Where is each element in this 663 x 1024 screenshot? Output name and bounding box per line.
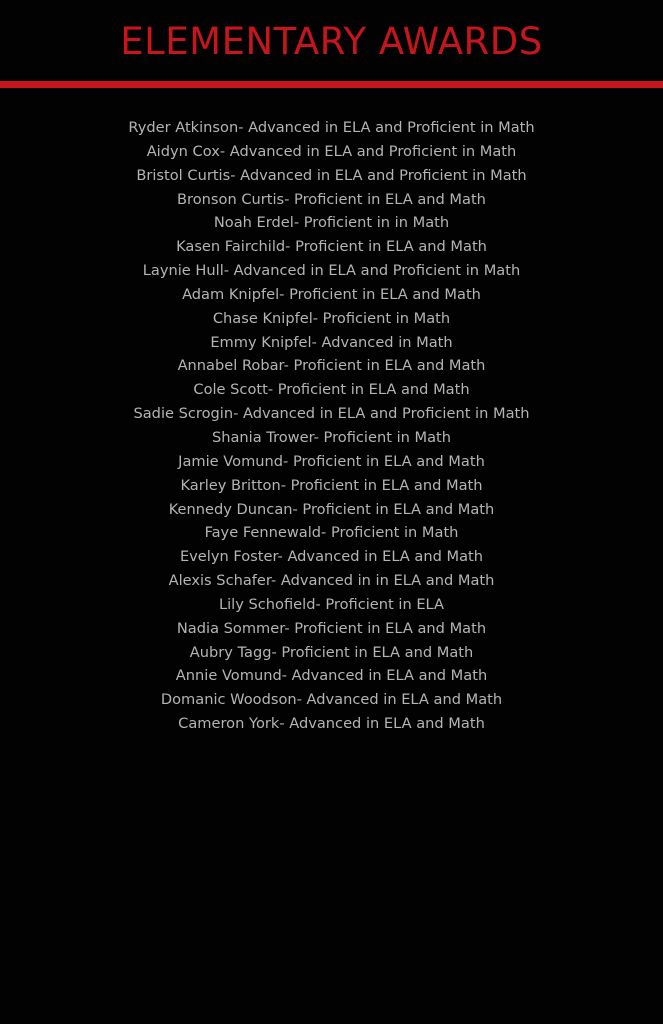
header-divider (0, 81, 663, 88)
award-item: Faye Fennewald- Proficient in Math (204, 524, 459, 542)
award-item: Sadie Scrogin- Advanced in ELA and Proficient in Math (133, 405, 530, 423)
award-item: Aubry Tagg- Proficient in ELA and Math (189, 643, 474, 661)
award-item: Nadia Sommer- Proficient in ELA and Math (176, 619, 487, 637)
award-item: Noah Erdel- Proficient in in Math (213, 214, 450, 232)
award-item: Cole Scott- Proficient in ELA and Math (193, 381, 470, 399)
award-item: Cameron York- Advanced in ELA and Math (178, 715, 485, 733)
award-item: Ryder Atkinson- Advanced in ELA and Proficient in Math (128, 119, 535, 136)
award-item: Emmy Knipfel- Advanced in Math (210, 333, 453, 351)
award-item: Jamie Vomund- Proficient in ELA and Math (178, 452, 485, 470)
award-item: Adam Knipfel- Proficient in ELA and Math (182, 285, 481, 303)
award-item: Alexis Schafer- Advanced in in ELA and Math (168, 572, 495, 590)
award-item: Shania Trower- Proficient in Math (211, 428, 452, 446)
award-item: Karley Britton- Proficient in ELA and Math (180, 476, 483, 494)
award-item: Chase Knipfel- Proficient in Math (212, 309, 451, 327)
award-list (0, 116, 663, 736)
award-item: Domanic Woodson- Advanced in ELA and Math (160, 691, 503, 709)
award-item: Laynie Hull- Advanced in ELA and Proficient in Math (142, 262, 521, 280)
page-title: ELEMENTARY AWARDS (120, 20, 543, 63)
award-item: Lily Schofield- Proficient in ELA (219, 595, 444, 613)
award-item: Kennedy Duncan- Proficient in ELA and Math (168, 500, 495, 518)
award-item: Kasen Fairchild- Proficient in ELA and Math (176, 238, 487, 256)
award-item: Bronson Curtis- Proficient in ELA and Math (177, 190, 486, 208)
award-item: Annabel Robar- Proficient in ELA and Math (177, 357, 486, 375)
award-item: Bristol Curtis- Advanced in ELA and Proficient in Math (136, 166, 527, 184)
award-item: Annie Vomund- Advanced in ELA and Math (175, 667, 488, 685)
award-item: Aidyn Cox- Advanced in ELA and Proficient in Math (146, 142, 517, 160)
award-item: Evelyn Foster- Advanced in ELA and Math (179, 548, 484, 566)
